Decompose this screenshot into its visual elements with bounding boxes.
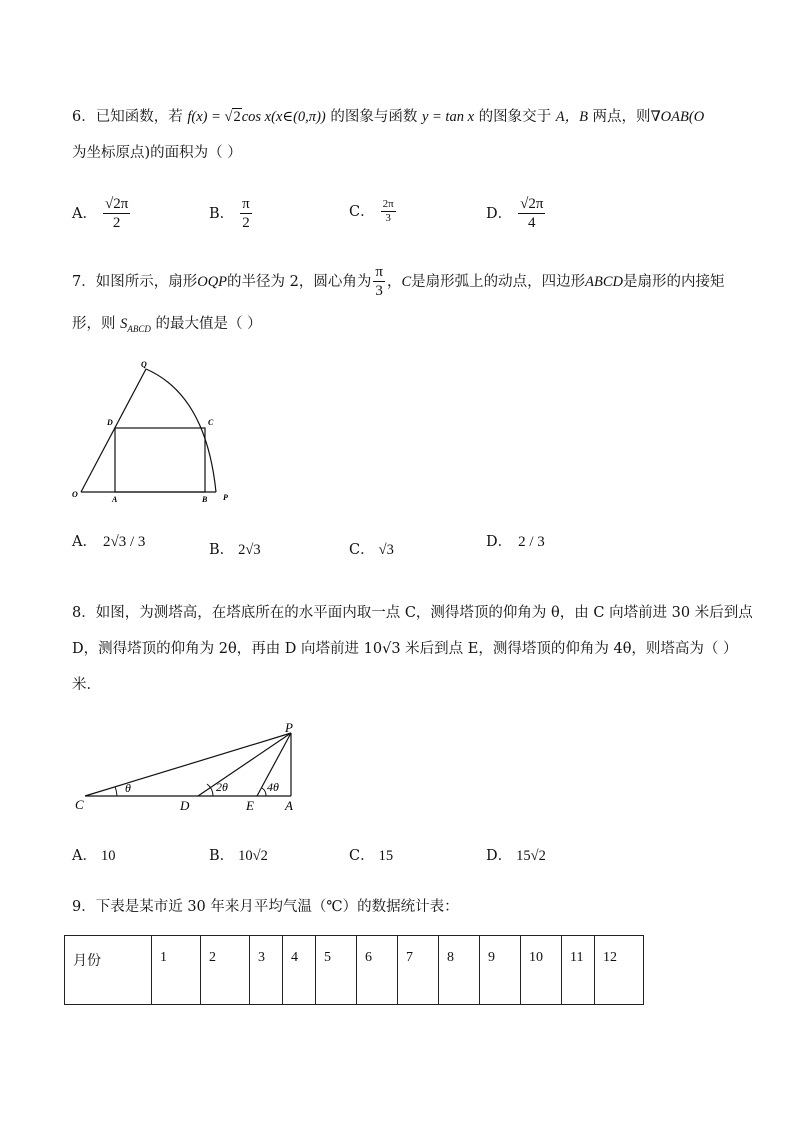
- option-label: A．: [72, 848, 97, 864]
- q7-option-b[interactable]: [209, 539, 261, 561]
- q8-line2: D，测得塔顶的仰角为 2θ，再由 D 向塔前进 10√3 米后到点 E，测得塔顶的仰角为 4θ，则塔高为（ ）: [72, 641, 738, 657]
- angle-arc-4theta: [262, 788, 266, 796]
- q6-text-end: 两点，则: [587, 109, 651, 125]
- inscribed-rectangle: [115, 428, 205, 492]
- label-o: O: [72, 490, 78, 499]
- q7-text-b: 的半径为 2，圆心角为: [227, 273, 372, 290]
- table-cell: 9: [480, 936, 521, 1005]
- q6-option-d[interactable]: [486, 195, 547, 232]
- table-cell: 12: [595, 936, 644, 1005]
- q7-area-subscript: ABCD: [127, 323, 151, 334]
- q6-text-prefix: 6．已知函数，若: [72, 109, 188, 125]
- table-cell: 11: [562, 936, 595, 1005]
- q7-text-a: 7．如图所示，扇形: [72, 273, 198, 290]
- q6-triangle: ∇OAB(O: [650, 109, 705, 125]
- q8-option-a[interactable]: [72, 845, 115, 867]
- label-q: Q: [141, 360, 147, 369]
- q7-text-c: ，: [386, 273, 402, 290]
- label-p: P: [285, 720, 293, 735]
- option-value: 2√3: [238, 542, 261, 558]
- q7-line1: [72, 263, 725, 300]
- sight-c: [85, 733, 291, 796]
- q7-sector: OQP: [197, 273, 228, 290]
- q7-text-line2a: 形，则: [72, 316, 121, 332]
- option-label: C．: [349, 542, 375, 558]
- label-2theta: 2θ: [216, 780, 228, 794]
- option-value: 10: [100, 848, 116, 864]
- q6-sqrt: √2: [224, 109, 241, 125]
- q6-text-suffix: 的图象交于: [474, 109, 556, 125]
- sector-figure: [66, 355, 246, 505]
- option-label: D．: [486, 534, 513, 550]
- table-cell: 6: [357, 936, 398, 1005]
- q7-text-e: 是扇形的内接矩: [623, 273, 725, 290]
- q6-line2: 为坐标原点)的面积为（ ）: [72, 145, 242, 161]
- option-label: C．: [349, 848, 375, 864]
- option-label: B．: [209, 848, 235, 864]
- q6-points: A，B: [555, 109, 588, 125]
- table-cell: 7: [398, 936, 439, 1005]
- option-value: 15: [378, 848, 394, 864]
- q7-rect: ABCD: [585, 273, 623, 290]
- label-e: E: [246, 798, 254, 813]
- table-cell: 2: [201, 936, 250, 1005]
- option-label: B．: [209, 542, 235, 558]
- option-label: B．: [209, 205, 235, 222]
- label-b: B: [202, 495, 208, 504]
- option-value: 15√2: [516, 848, 546, 864]
- q8-option-b[interactable]: [209, 845, 268, 867]
- table-cell: 3: [250, 936, 283, 1005]
- option-fraction: $\frac{2\pi}{3}$: [382, 198, 394, 224]
- q7-option-a[interactable]: [72, 531, 147, 553]
- option-fraction: $\frac{√2\pi}{2}$: [104, 196, 129, 231]
- label-4theta: 4θ: [267, 780, 279, 794]
- option-label: A．: [72, 205, 97, 222]
- q8-line1: 8．如图，为测塔高，在塔底所在的水平面内取一点 C，测得塔顶的仰角为 θ，由 C 向塔前进 30 米后到点: [72, 605, 753, 621]
- label-p: P: [223, 493, 228, 502]
- q6-f-expr: f(x) =: [187, 109, 225, 125]
- q8-option-c[interactable]: [349, 845, 393, 867]
- radius-oq: [81, 369, 146, 492]
- q6-text-mid: 的图象与函数: [325, 109, 422, 125]
- option-label: C．: [349, 203, 375, 220]
- option-fraction: $\frac{\pi}{2}$: [242, 196, 250, 231]
- option-value: 10√2: [238, 848, 268, 864]
- label-d: D: [180, 798, 190, 813]
- q6-tan-expr: y = tan x: [421, 109, 475, 125]
- q7-text-line2b: 的最大值是（ ）: [150, 316, 262, 332]
- table-cell: 8: [439, 936, 480, 1005]
- label-c: C: [208, 418, 214, 427]
- q6-option-b[interactable]: [209, 195, 254, 232]
- temperature-table: [64, 935, 644, 1005]
- q7-angle-fraction: $\frac{\pi}{3}$: [375, 264, 383, 299]
- table-cell: 10: [521, 936, 562, 1005]
- option-fraction: 2 / 3: [518, 534, 545, 550]
- q6-cos-expr: cos x(x∈(0,π)): [241, 109, 326, 125]
- q7-line2: [72, 314, 262, 339]
- q6-option-a[interactable]: [72, 195, 132, 232]
- q8-line3: 米．: [72, 677, 101, 693]
- q7-option-d[interactable]: [486, 531, 547, 553]
- label-a: A: [285, 798, 293, 813]
- label-theta: θ: [125, 781, 131, 795]
- option-label: D．: [486, 205, 513, 222]
- option-fraction: $\frac{√2\pi}{4}$: [520, 196, 544, 231]
- q6-option-c[interactable]: [349, 198, 398, 225]
- option-label: A．: [72, 534, 97, 550]
- angle-arc-theta: [115, 787, 117, 797]
- q6-line1: [72, 107, 704, 127]
- q7-point-c: C: [401, 273, 412, 290]
- q7-text-d: 是扇形弧上的动点，四边形: [411, 273, 586, 290]
- table-header-cell: 月份: [65, 936, 152, 1005]
- tower-figure: [70, 718, 310, 818]
- option-label: D．: [486, 848, 513, 864]
- q8-option-d[interactable]: [486, 845, 546, 867]
- table-cell: 1: [152, 936, 201, 1005]
- table-cell: 4: [283, 936, 316, 1005]
- q7-option-c[interactable]: [349, 539, 394, 561]
- option-value: √3: [378, 542, 394, 558]
- label-a: A: [112, 495, 118, 504]
- table-row: [65, 936, 644, 1005]
- q9-line1: 9．下表是某市近 30 年来月平均气温（℃）的数据统计表：: [72, 899, 459, 915]
- option-fraction: 2√3 / 3: [102, 534, 146, 550]
- label-d: D: [107, 418, 113, 427]
- label-c: C: [75, 797, 84, 812]
- table-cell: 5: [316, 936, 357, 1005]
- q7-area-symbol: S: [120, 316, 128, 332]
